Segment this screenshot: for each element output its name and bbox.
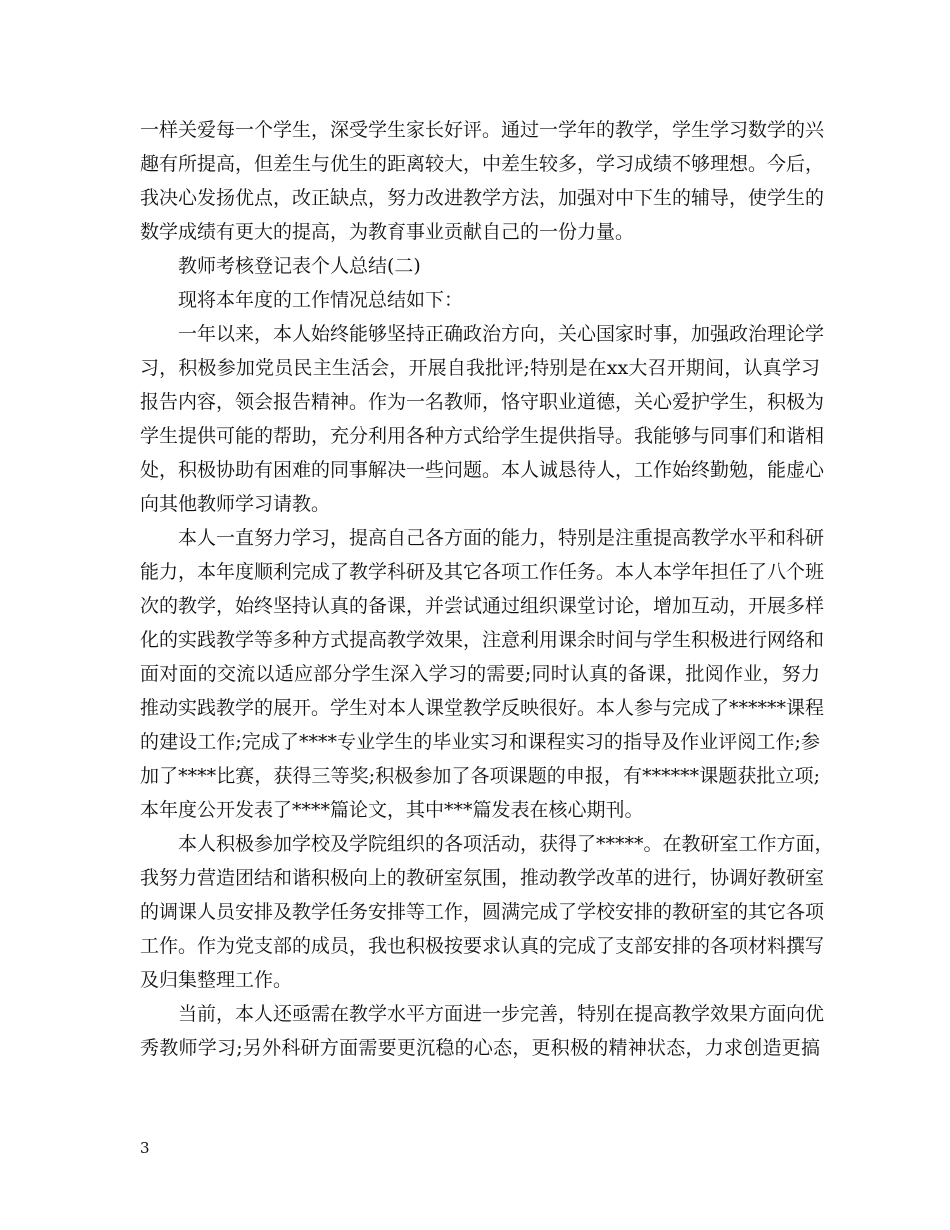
text-line: 一样关爱每一个学生，深受学生家长好评。通过一学年的教学，学生学习数学的兴 bbox=[140, 119, 825, 141]
text-line: 我决心发扬优点，改正缺点，努力改进教学方法，加强对中下生的辅导，使学生的 bbox=[140, 187, 825, 209]
text-line: 我努力营造团结和谐积极向上的教研室氛围，推动教学改革的进行，协调好教研室 bbox=[140, 867, 825, 889]
text-line: 本年度公开发表了****篇论文，其中***篇发表在核心期刊。 bbox=[140, 799, 644, 821]
text-line: 学生提供可能的帮助，充分利用各种方式给学生提供指导。我能够与同事们和谐相 bbox=[140, 425, 825, 447]
text-line: 当前，本人还亟需在教学水平方面进一步完善，特别在提高教学效果方面向优 bbox=[178, 1003, 825, 1025]
text-line: 秀教师学习;另外科研方面需要更沉稳的心态，更积极的精神状态，力求创造更搞 bbox=[140, 1037, 820, 1059]
text-line: 现将本年度的工作情况总结如下： bbox=[178, 289, 464, 311]
text-line: 面对面的交流以适应部分学生深入学习的需要;同时认真的备课，批阅作业，努力 bbox=[140, 663, 820, 685]
text-line: 的建设工作;完成了****专业学生的毕业实习和课程实习的指导及作业评阅工作;参 bbox=[140, 731, 820, 753]
text-line: 本人一直努力学习，提高自己各方面的能力，特别是注重提高教学水平和科研 bbox=[178, 527, 825, 549]
text-line: 教师考核登记表个人总结(二) bbox=[178, 255, 421, 277]
text-line: 一年以来，本人始终能够坚持正确政治方向，关心国家时事，加强政治理论学 bbox=[178, 323, 825, 345]
text-line: 报告内容，领会报告精神。作为一名教师，恪守职业道德，关心爱护学生，积极为 bbox=[140, 391, 825, 413]
text-line: 及归集整理工作。 bbox=[140, 969, 293, 991]
text-line: 化的实践教学等多种方式提高教学效果，注意利用课余时间与学生积极进行网络和 bbox=[140, 629, 825, 651]
text-line: 趣有所提高，但差生与优生的距离较大，中差生较多，学习成绩不够理想。今后， bbox=[140, 153, 825, 175]
text-line: 向其他教师学习请教。 bbox=[140, 493, 331, 515]
text-line: 处，积极协助有困难的同事解决一些问题。本人诚恳待人，工作始终勤勉，能虚心 bbox=[140, 459, 825, 481]
text-line: 数学成绩有更大的提高，为教育事业贡献自己的一份力量。 bbox=[140, 221, 635, 243]
text-line: 推动实践教学的展开。学生对本人课堂教学反映很好。本人参与完成了******课程 bbox=[140, 697, 825, 719]
text-line: 工作。作为党支部的成员，我也积极按要求认真的完成了支部安排的各项材料撰写 bbox=[140, 935, 825, 957]
text-line: 能力，本年度顺利完成了教学科研及其它各项工作任务。本人本学年担任了八个班 bbox=[140, 561, 825, 583]
page-number: 3 bbox=[140, 1139, 150, 1157]
text-line: 本人积极参加学校及学院组织的各项活动，获得了*****。在教研室工作方面， bbox=[178, 833, 834, 855]
text-line: 加了****比赛，获得三等奖;积极参加了各项课题的申报，有******课题获批立项; bbox=[140, 765, 820, 787]
document-body bbox=[140, 113, 834, 1065]
text-line: 次的教学，始终坚持认真的备课，并尝试通过组织课堂讨论，增加互动，开展多样 bbox=[140, 595, 825, 617]
text-line: 习，积极参加党员民主生活会，开展自我批评;特别是在xx大召开期间，认真学习 bbox=[140, 357, 820, 379]
text-line: 的调课人员安排及教学任务安排等工作，圆满完成了学校安排的教研室的其它各项 bbox=[140, 901, 825, 923]
